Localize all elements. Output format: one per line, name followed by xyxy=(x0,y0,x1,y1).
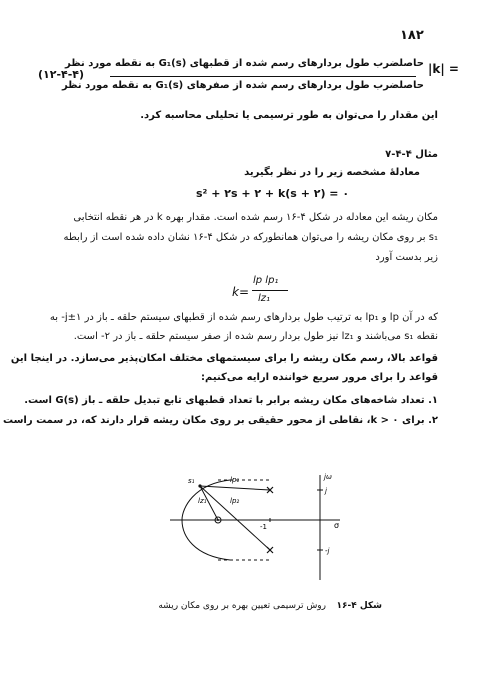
label-minus-one: -1 xyxy=(260,523,267,531)
caption-text: روش ترسیمی تعیین بهره بر روی مکان ریشه xyxy=(158,601,326,611)
label-lp2: lp₂ xyxy=(230,497,240,505)
label-j: j xyxy=(325,487,327,495)
zero-marker-center xyxy=(217,519,219,521)
list-item: ۱. تعداد شاخه‌های مکان ریشه برابر با تعداد قطبهای تابع تبدیل حلقه ـ باز G(s) است. xyxy=(24,395,438,406)
label-minus-j: -j xyxy=(325,547,330,555)
label-jw: jω xyxy=(324,473,332,481)
label-lp1: lp₁ xyxy=(230,476,240,484)
label-sigma: σ xyxy=(334,521,340,530)
caption-label: شکل ۴-۱۶ xyxy=(336,601,382,611)
vector-lp1 xyxy=(200,486,270,490)
gain-equation-lhs: k= xyxy=(232,285,250,299)
paragraph-line: مکان ریشه این معادله در شکل ۴-۱۶ رسم شده است. مقدار بهره k در هر نقطه انتخابی xyxy=(73,212,438,223)
page-number: ۱۸۲ xyxy=(400,28,424,43)
paragraph-line: s₁ بر روی مکان ریشه را می‌توان همانطورکه در شکل ۴-۱۶ نشان داده شده است از رابطه xyxy=(63,232,438,243)
list-item: ۲. برای k > ۰، نقاطی از محور حقیقی بر روی مکان ریشه قرار دارند که، در سمت راست xyxy=(2,415,438,426)
equation-denominator: حاصلضرب طول بردارهای رسم شده از صفرهای G₁(s) به نقطه مورد نظر xyxy=(61,80,424,91)
gain-equation-denominator: lz₁ xyxy=(258,293,271,304)
paragraph-line: که در آن lp و lp₁ به ترتیب طول بردارهای رسم شده از قطبهای سیستم حلقه ـ باز در ۱±j- به xyxy=(49,312,438,323)
vector-lp2 xyxy=(200,486,270,550)
paragraph-line: نقطه s₁ می‌باشند و lz₁ نیز طول بردار رسم شده از صفر سیستم حلقه ـ باز در ۲- است. xyxy=(73,331,438,342)
fraction-bar xyxy=(252,290,288,291)
example-intro: معادلهٔ مشخصه زیر را در نظر بگیرید xyxy=(244,167,420,178)
label-lz1: lz₁ xyxy=(198,497,207,505)
equation-lhs: |k| = xyxy=(428,62,459,76)
root-locus-figure xyxy=(160,470,360,590)
paragraph-line: زیر بدست آورد xyxy=(375,252,438,263)
paragraph-line: قواعد را برای مرور سریع خواننده ارایه می‌کنیم: xyxy=(201,372,438,383)
sentence-after-equation: این مقدار را می‌توان به طور ترسیمی یا تحلیلی محاسبه کرد. xyxy=(140,110,438,121)
equation-number: (۱۲-۴-۴) xyxy=(38,68,85,81)
paragraph-line: قواعد بالا، رسم مکان ریشه را برای سیستمهای مختلف امکان‌پذیر می‌سازد. در اینجا این xyxy=(10,353,438,364)
equation-numerator: حاصلضرب طول بردارهای رسم شده از قطبهای G₁(s) به نقطه مورد نظر xyxy=(65,58,424,69)
example-heading: مثال ۴-۴-۷ xyxy=(385,149,438,160)
fraction-bar xyxy=(110,76,416,77)
gain-equation-numerator: lp lp₁ xyxy=(253,275,279,286)
label-s1: s₁ xyxy=(188,477,195,485)
s1-point xyxy=(198,484,201,487)
characteristic-equation: s² + ۲s + ۲ + k(s + ۲) = ۰ xyxy=(196,187,350,200)
